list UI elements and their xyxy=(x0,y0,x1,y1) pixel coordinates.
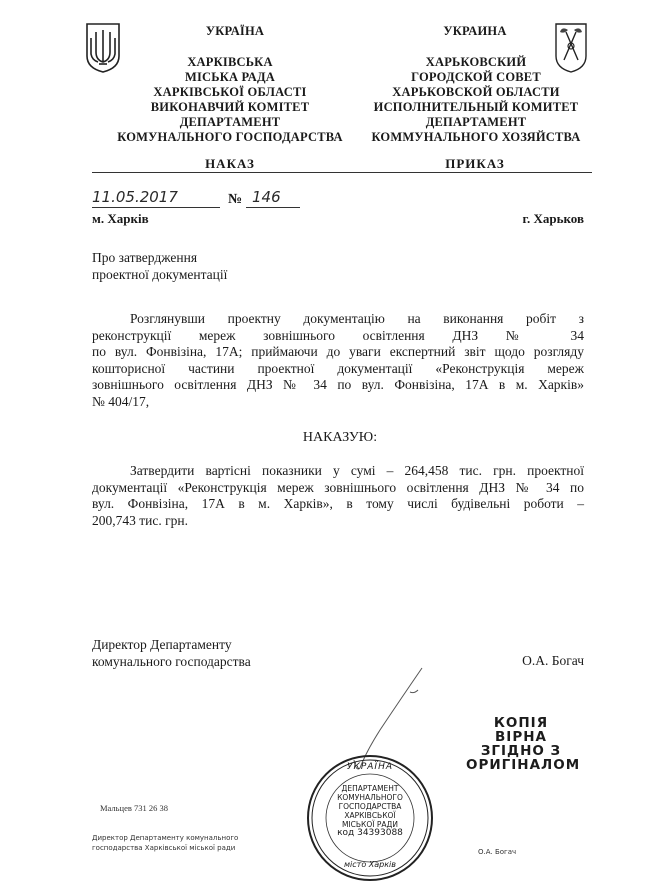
copy-stamp-line: КОПІЯ ВІРНА xyxy=(493,715,549,745)
seal-line: ГОСПОДАРСТВА xyxy=(338,802,402,811)
signature-name: О.А. Богач xyxy=(522,653,584,668)
city-right: г. Харьков xyxy=(522,211,584,226)
executor: Мальцев 731 26 38 xyxy=(100,803,168,813)
city-left: м. Харків xyxy=(92,211,149,226)
decision-line: вул. Фонвізіна, 17А в м. Харків», в тому числі будівельні роботи – xyxy=(92,496,584,511)
decision xyxy=(92,463,584,529)
left-org-line: ХАРКІВСЬКА xyxy=(187,55,273,69)
right-doc-type: ПРИКАЗ xyxy=(445,156,505,171)
seal-line: ДЕПАРТАМЕНТ xyxy=(341,784,399,793)
preamble-line: зовнішнього освітлення ДНЗ № 34 по вул. Фонвізіна, 17А в м. Харків» xyxy=(92,377,584,392)
seal-line: МІСЬКОЇ РАДИ xyxy=(341,820,398,829)
right-org-line: КОММУНАЛЬНОГО ХОЗЯЙСТВА xyxy=(371,130,581,144)
seal-bottom-arc: місто Харків xyxy=(344,860,396,869)
left-org-line: КОМУНАЛЬНОГО ГОСПОДАРСТВА xyxy=(117,130,343,144)
certifier-name: О.А. Богач xyxy=(478,848,517,856)
decision-line: документації «Реконструкція мереж зовнішнього освітлення ДНЗ № 34 по xyxy=(92,479,584,495)
right-org-line: ГОРОДСКОЙ СОВЕТ xyxy=(411,70,541,84)
seal-code: код 34393088 xyxy=(337,828,403,838)
preamble-line: Розглянувши проектну документацію на виконання робіт з xyxy=(130,311,584,326)
preamble-line: по вул. Фонвізіна, 17А; приймаючи до уваги експертний звіт щодо розгляду xyxy=(92,344,584,359)
right-org-line: ХАРЬКОВСКИЙ xyxy=(425,55,527,69)
subject xyxy=(92,250,342,283)
left-org-line: ВИКОНАВЧИЙ КОМІТЕТ xyxy=(150,100,310,114)
preamble-line: реконструкції мереж зовнішнього освітлення ДНЗ № 34 xyxy=(92,327,584,343)
right-org-block xyxy=(358,55,594,145)
subject-line: Про затвердження xyxy=(92,250,198,265)
seal-line: КОМУНАЛЬНОГО xyxy=(337,793,403,802)
copy-true-stamp xyxy=(466,715,581,773)
copy-stamp-line: ОРИГІНАЛОМ xyxy=(466,757,581,773)
left-org-block xyxy=(110,55,350,145)
decision-line: Затвердити вартісні показники у сумі – 264,458 тис. грн. проектної xyxy=(130,463,584,478)
signature-position-line: Директор Департаменту xyxy=(92,637,232,652)
order-date: 11.05.2017 xyxy=(92,188,178,206)
preamble xyxy=(92,311,584,410)
order-number: 146 xyxy=(252,188,281,206)
number-underline xyxy=(246,207,300,208)
right-org-line: ХАРЬКОВСКОЙ ОБЛАСТИ xyxy=(392,85,560,99)
left-country: УКРАЇНА xyxy=(205,24,265,38)
right-country: УКРАИНА xyxy=(443,24,507,38)
preamble-line: № 404/17, xyxy=(92,393,150,409)
preamble-line: кошторисної частини проектної документації «Реконструкція мереж xyxy=(92,360,584,376)
round-seal xyxy=(306,754,434,882)
signature-position-line: комунального господарства xyxy=(92,653,251,669)
right-org-line: ДЕПАРТАМЕНТ xyxy=(425,115,527,129)
number-label: № xyxy=(228,192,243,207)
left-org-line: МІСЬКА РАДА xyxy=(184,70,276,84)
left-org-line: ДЕПАРТАМЕНТ xyxy=(179,115,281,129)
signature-position xyxy=(92,637,352,670)
left-org-line: ХАРКІВСЬКОЇ ОБЛАСТІ xyxy=(153,85,307,99)
date-underline xyxy=(92,207,220,208)
order-word: НАКАЗУЮ: xyxy=(302,430,378,445)
certifier-line: господарства Харківської міської ради xyxy=(92,844,236,852)
certifier xyxy=(92,833,292,853)
seal-inner xyxy=(326,784,414,838)
right-org-line: ИСПОЛНИТЕЛЬНЫЙ КОМИТЕТ xyxy=(373,100,579,114)
certifier-line: Директор Департаменту комунального xyxy=(92,834,239,842)
left-doc-type: НАКАЗ xyxy=(205,156,255,171)
seal-top-arc: УКРАЇНА xyxy=(346,762,394,772)
copy-stamp-line: ЗГІДНО З xyxy=(480,743,562,759)
seal-line: ХАРКІВСЬКОЇ xyxy=(344,811,396,820)
decision-line: 200,743 тис. грн. xyxy=(92,512,189,528)
header-divider xyxy=(92,172,592,173)
subject-line: проектної документації xyxy=(92,266,228,282)
